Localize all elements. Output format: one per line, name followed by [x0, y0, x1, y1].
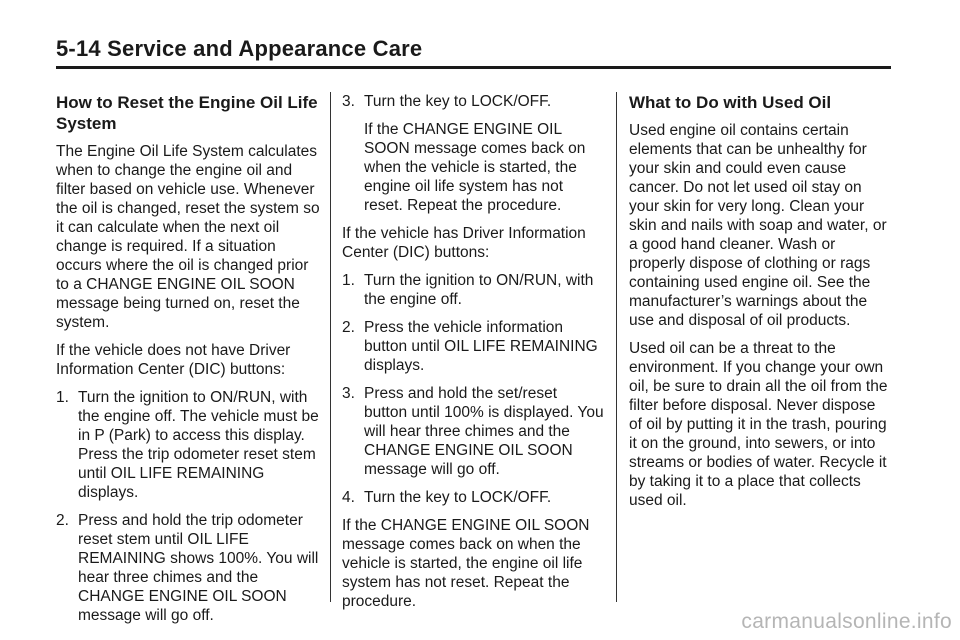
column-divider-right: [616, 92, 617, 602]
list-item-text: Turn the key to LOCK/OFF.: [364, 489, 552, 506]
list-item: [342, 92, 604, 111]
section-heading-reset-oil-life: How to Reset the Engine Oil Life System: [56, 93, 318, 133]
list-item-number: 3.: [342, 93, 355, 110]
list-item-text: Press and hold the set/reset button until 100% is displayed. You will hear three chimes and the CHANGE ENGINE OIL SOON message will go off.: [364, 385, 604, 478]
list-item: [56, 388, 320, 502]
paragraph-used-oil-health: Used engine oil contains certain elements that can be unhealthy for your skin and could even cause cancer. Do not let used oil stay on your skin for very long. Clean your skin and nails with soap and water, or a good hand cleaner. Wash or properly dispose of clothing or rags containing used engine oil. See the manufacturer’s warnings about the use and disposal of oil products.: [629, 122, 887, 329]
column-left: [56, 92, 320, 634]
list-item: [342, 384, 604, 479]
list-item-number: 2.: [56, 512, 69, 529]
list-item-number: 1.: [342, 272, 355, 289]
list-item-number: 4.: [342, 489, 355, 506]
watermark-text: carmanualsonline.info: [741, 610, 952, 633]
list-item: [342, 318, 604, 375]
column-middle: [342, 92, 604, 620]
list-item-number: 3.: [342, 385, 355, 402]
list-item-text: Press the vehicle information button until OIL LIFE REMAINING displays.: [364, 319, 598, 374]
column-right: [629, 92, 891, 519]
column-divider-left: [330, 92, 331, 602]
list-item-text: Turn the key to LOCK/OFF.: [364, 93, 552, 110]
paragraph-used-oil-environment: Used oil can be a threat to the environment. If you change your own oil, be sure to drain all the oil from the filter before disposal. Never dispose of oil by putting it in the trash, pouring it on the ground, into sewers, or into streams or bodies of water. Recycle it by taking it to a place that collects used oil.: [629, 340, 888, 509]
paragraph-oil-life-intro: The Engine Oil Life System calculates when to change the engine oil and filter based on vehicle use. Whenever the oil is changed, reset the system so it can calculate when the next oil change is required. If a situation occurs where the oil is changed prior to a CHANGE ENGINE OIL SOON message being turned on, reset the system.: [56, 143, 320, 331]
header-rule: [56, 66, 891, 69]
page-header: [56, 36, 891, 70]
paragraph-with-dic: If the vehicle has Driver Information Center (DIC) buttons:: [342, 225, 586, 261]
section-heading-used-oil: What to Do with Used Oil: [629, 93, 832, 112]
list-item: [56, 511, 320, 625]
paragraph-no-dic: If the vehicle does not have Driver Information Center (DIC) buttons:: [56, 342, 291, 378]
list-item-text: Turn the ignition to ON/RUN, with the engine off.: [364, 272, 594, 308]
list-item-number: 2.: [342, 319, 355, 336]
list-item: [342, 488, 604, 507]
list-item: [342, 271, 604, 309]
list-item-text: Press and hold the trip odometer reset stem until OIL LIFE REMAINING shows 100%. You will hear three chimes and the CHANGE ENGINE OIL SOON message will go off.: [78, 512, 319, 624]
list-item-text: Turn the ignition to ON/RUN, with the engine off. The vehicle must be in P (Park) to access this display. Press the trip odometer reset stem until OIL LIFE REMAINING displays.: [78, 389, 319, 501]
page-title: 5-14 Service and Appearance Care: [56, 36, 423, 61]
list-item-note: If the CHANGE ENGINE OIL SOON message comes back on when the vehicle is started, the engine oil life system has not reset. Repeat the procedure.: [364, 121, 586, 214]
paragraph-reset-failed: If the CHANGE ENGINE OIL SOON message comes back on when the vehicle is started, the engine oil life system has not reset. Repeat the procedure.: [342, 517, 590, 610]
list-item-number: 1.: [56, 389, 69, 406]
